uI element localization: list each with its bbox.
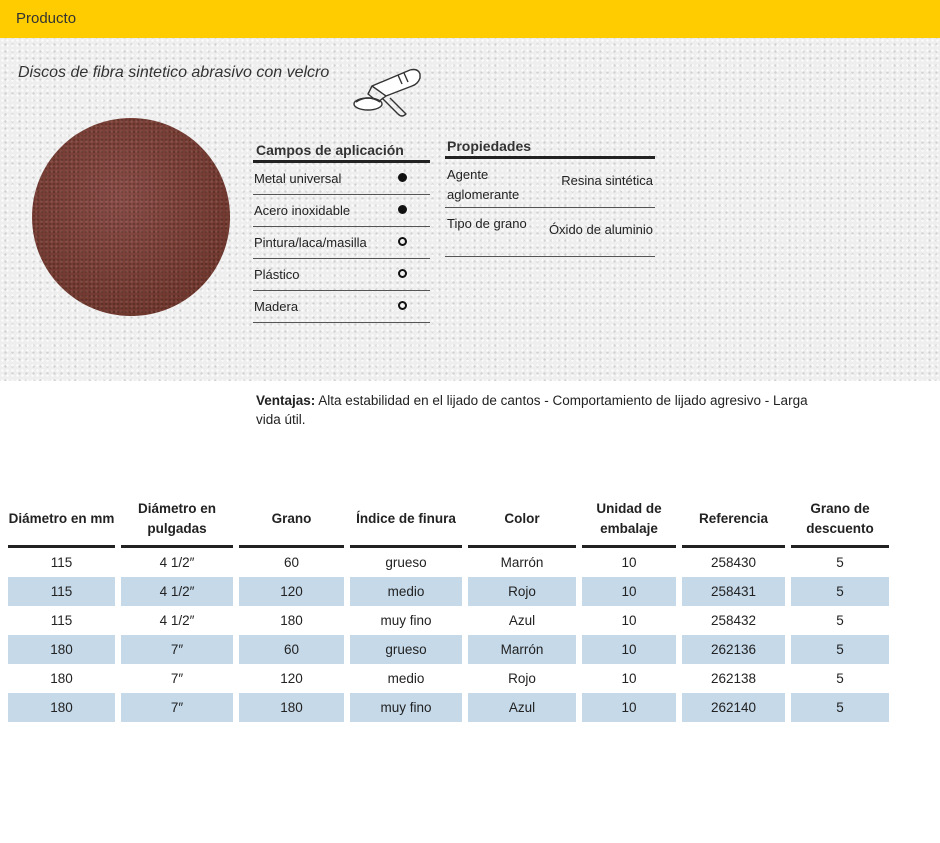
table-cell: 4 1/2″ <box>159 555 195 570</box>
properties-heading: Propiedades <box>445 136 655 159</box>
table-row <box>8 606 889 635</box>
table-cell: 10 <box>621 671 637 686</box>
header-label: Producto <box>16 10 77 27</box>
column-header: Diámetro en pulgadas <box>121 492 233 548</box>
column-header: Índice de finura <box>350 492 462 548</box>
empty-circle-icon <box>398 237 407 246</box>
property-row <box>445 208 655 257</box>
advantages-text <box>256 391 836 429</box>
table-cell: Azul <box>508 613 536 628</box>
table-cell: Marrón <box>500 555 544 570</box>
empty-circle-icon <box>398 269 407 278</box>
table-cell: 258430 <box>710 555 757 570</box>
table-cell: Rojo <box>508 671 536 686</box>
application-label: Plástico <box>254 267 300 282</box>
table-cell: 10 <box>621 613 637 628</box>
table-cell: grueso <box>385 555 427 570</box>
table-cell: 115 <box>8 577 115 606</box>
table-cell: 258431 <box>682 577 785 606</box>
table-cell: 180 <box>280 613 303 628</box>
table-cell: 120 <box>239 577 344 606</box>
table-cell: 5 <box>836 671 844 686</box>
column-header: Grano <box>239 492 344 548</box>
table-cell: 10 <box>621 555 637 570</box>
table-cell: 5 <box>791 577 889 606</box>
table-cell: Azul <box>468 693 576 722</box>
table-cell: 10 <box>582 635 676 664</box>
table-cell: 4 1/2″ <box>159 613 195 628</box>
advantages-label: Ventajas: <box>256 393 316 408</box>
table-cell: 262140 <box>682 693 785 722</box>
table-cell: 4 1/2″ <box>121 577 233 606</box>
properties-table <box>445 136 655 257</box>
column-header: Referencia <box>682 492 785 548</box>
column-header: Unidad de embalaje <box>582 492 676 548</box>
property-key: Tipo de grano <box>447 216 527 231</box>
table-cell: 180 <box>8 693 115 722</box>
table-cell: Marrón <box>468 635 576 664</box>
empty-circle-icon <box>398 301 407 310</box>
table-cell: 115 <box>50 613 73 628</box>
property-value: Óxido de aluminio <box>548 222 653 237</box>
angle-grinder-icon <box>352 64 424 120</box>
column-header: Diámetro en mm <box>8 492 115 548</box>
table-cell: 262138 <box>710 671 757 686</box>
column-header: Color <box>468 492 576 548</box>
application-row <box>253 163 430 195</box>
table-cell: 180 <box>239 693 344 722</box>
product-variants-table <box>2 492 895 722</box>
table-cell: muy fino <box>350 693 462 722</box>
product-title: Discos de fibra sintetico abrasivo con velcro <box>18 64 330 81</box>
table-cell: 180 <box>8 635 115 664</box>
application-label: Pintura/laca/masilla <box>254 235 367 250</box>
table-cell: 7″ <box>170 671 184 686</box>
property-value: Resina sintética <box>561 173 653 188</box>
header-bar <box>0 0 940 38</box>
table-header-row <box>8 492 889 548</box>
applications-heading: Campos de aplicación <box>253 140 430 163</box>
table-cell: 10 <box>582 693 676 722</box>
table-cell: 7″ <box>121 693 233 722</box>
application-row <box>253 291 430 323</box>
table-row <box>8 664 889 693</box>
table-cell: 10 <box>582 577 676 606</box>
table-cell: 180 <box>50 671 73 686</box>
application-row <box>253 227 430 259</box>
table-cell: 60 <box>239 635 344 664</box>
table-row <box>8 693 889 722</box>
table-row <box>8 548 889 577</box>
table-cell: Rojo <box>468 577 576 606</box>
table-cell: 5 <box>836 555 844 570</box>
application-label: Metal universal <box>254 171 342 186</box>
table-cell: 115 <box>50 555 73 570</box>
table-cell: 60 <box>283 555 300 570</box>
application-label: Acero inoxidable <box>254 203 351 218</box>
table-cell: medio <box>387 671 425 686</box>
table-cell: 262136 <box>682 635 785 664</box>
filled-circle-icon <box>398 173 407 182</box>
abrasive-disc-image <box>32 118 230 316</box>
table-cell: 7″ <box>121 635 233 664</box>
property-row <box>445 159 655 208</box>
table-cell: 5 <box>791 693 889 722</box>
table-row <box>8 577 889 606</box>
advantages-body: Alta estabilidad en el lijado de cantos - Comportamiento de lijado agresivo - Larga vida útil. <box>256 393 808 427</box>
table-cell: medio <box>350 577 462 606</box>
application-label: Madera <box>254 299 299 314</box>
table-cell: 5 <box>836 613 844 628</box>
property-key: Agente aglomerante <box>447 167 520 202</box>
application-row <box>253 259 430 291</box>
application-row <box>253 195 430 227</box>
table-cell: muy fino <box>380 613 432 628</box>
applications-table <box>253 140 430 323</box>
table-cell: 258432 <box>710 613 757 628</box>
table-cell: grueso <box>350 635 462 664</box>
filled-circle-icon <box>398 205 407 214</box>
table-cell: 5 <box>791 635 889 664</box>
column-header: Grano de descuento <box>791 492 889 548</box>
table-cell: 120 <box>280 671 303 686</box>
table-row <box>8 635 889 664</box>
